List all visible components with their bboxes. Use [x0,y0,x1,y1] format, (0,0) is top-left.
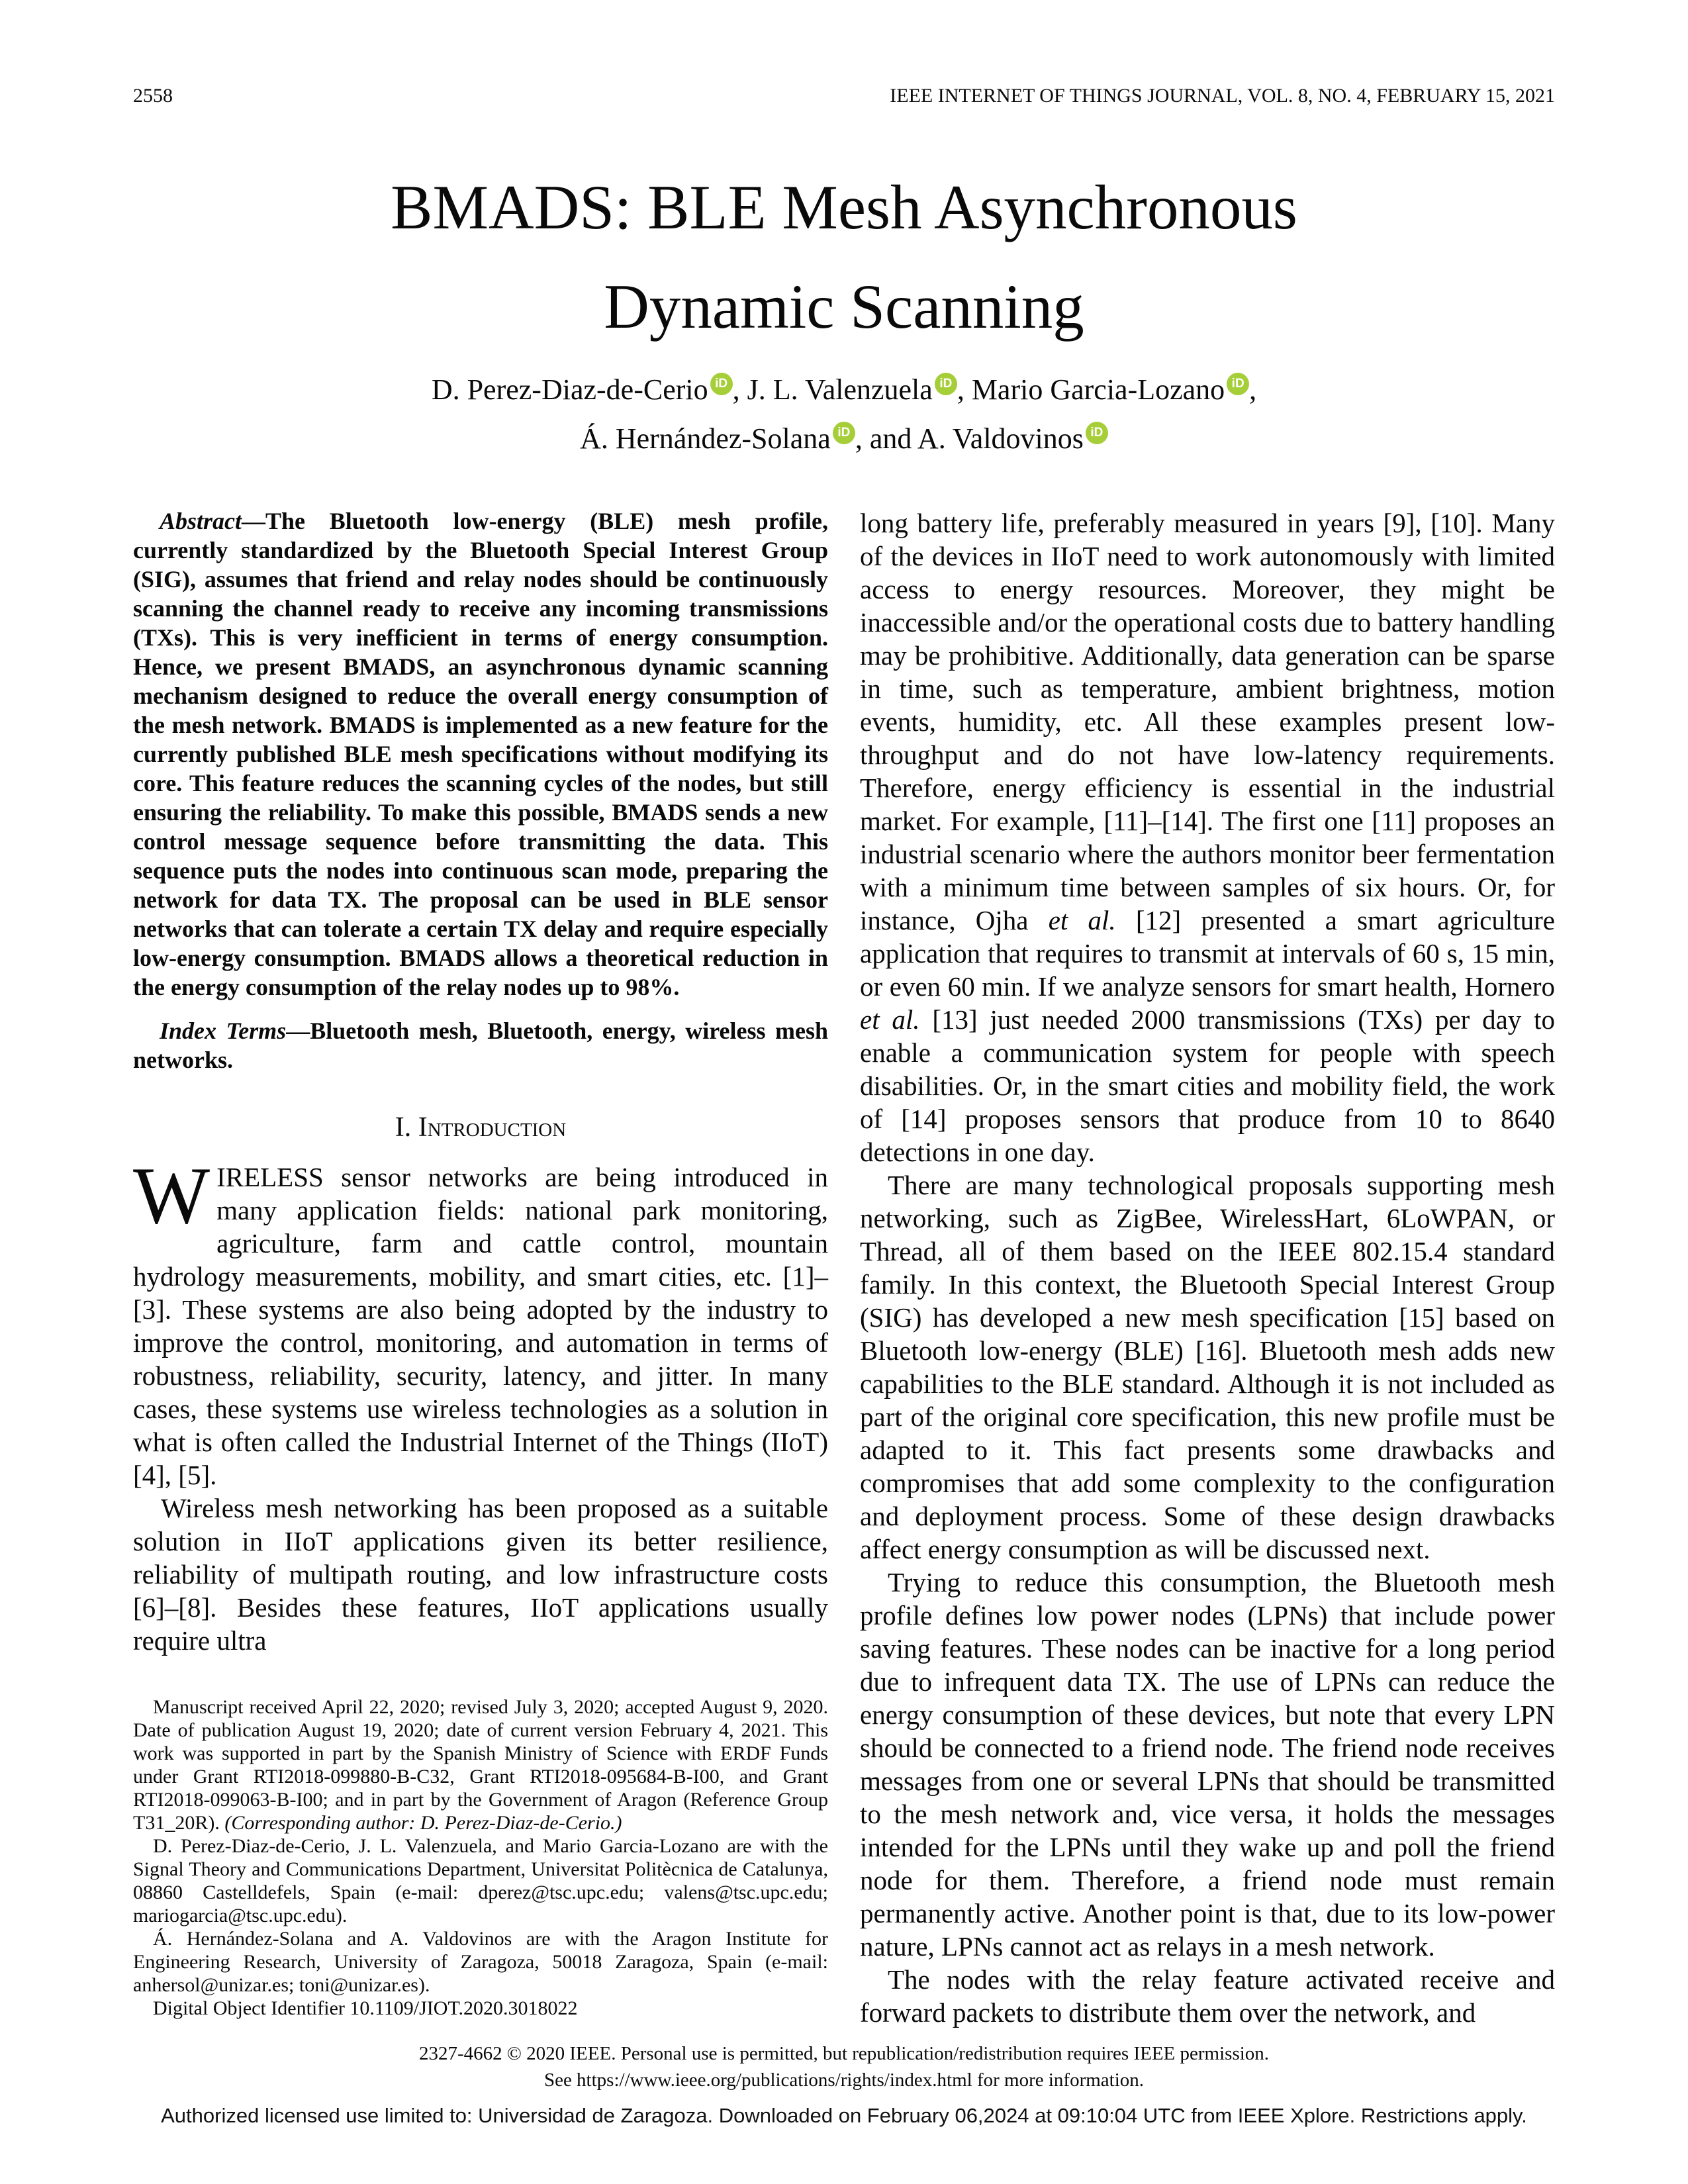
corresponding-author-note: (Corresponding author: D. Perez-Diaz-de-Cerio.) [224,1812,622,1834]
paper-title [0,158,1688,356]
copyright-footer [0,2040,1688,2093]
journal-header: IEEE INTERNET OF THINGS JOURNAL, VOL. 8, NO. 4, FEBRUARY 15, 2021 [890,85,1555,107]
intro-paragraph-1 [133,1150,828,1492]
author-separator: , [957,373,972,406]
index-terms-text: —Bluetooth mesh, Bluetooth, energy, wireless mesh networks. [133,1018,828,1073]
orcid-icon: iD [833,422,855,444]
author-name: J. L. Valenzuela [747,373,933,406]
running-header [133,85,1555,107]
drop-cap: W [133,1150,211,1241]
section-title: Introduction [418,1112,567,1143]
right-column [860,506,1555,2029]
body-paragraph-relay: The nodes with the relay feature activated receive and forward packets to distribute them over the network, and [860,1964,1555,2028]
orcid-icon: iD [1086,422,1108,444]
abstract-text: —The Bluetooth low-energy (BLE) mesh profile, currently standardized by the Bluetooth Special Interest Group (SIG), assumes that friend and relay nodes should be continuously scanning the channel ready to receive any incoming transmissions (TXs). This is very inefficient in terms of energy consumption. Hence, we present BMADS, an asynchronous dynamic scanning mechanism designed to reduce the overall energy consumption of the mesh network. BMADS is implemented as a new feature for the currently published BLE mesh specifications without modifying its core. This feature reduces the scanning cycles of the nodes, but still ensuring the reliability. To make this possible, BMADS sends a new control message sequence before transmitting the data. This sequence puts the nodes into continuous scan mode, preparing the network for data TX. The proposal can be used in BLE sensor networks that can tolerate a certain TX delay and require especially low-energy consumption. BMADS allows a theoretical reduction in the energy consumption of the relay nodes up to 98%. [133,508,828,1000]
section-heading-introduction [133,1112,828,1143]
orcid-icon: iD [935,373,957,395]
author-separator: , and [855,422,917,455]
intro-paragraph-1-lead: IRELESS [216,1162,324,1192]
left-column [133,506,828,2020]
footnote-doi: Digital Object Identifier 10.1109/JIOT.2020.3018022 [153,1997,578,2019]
body-paragraph-battery: long battery life, preferably measured in years [9], [10]. Many of the devices in IIoT need to work autonomously with limited access to energy resources. Moreover, they might be inaccessible and/or the operational costs due to battery handling may be prohibitive. Additionally, data generation can be sparse in time, such as temperature, ambient brightness, motion events, humidity, etc. All these examples present low-throughput and do not have low-latency requirements. Therefore, energy efficiency is essential in the industrial market. For example, [11]–[14]. The first one [11] proposes an industrial scenario where the authors monitor beer fermentation with a minimum time between samples of six hours. Or, for instance, Ojha et al. [12] presented a smart agriculture application that requires to transmit at intervals of 60 s, 15 min, or even 60 min. If we analyze sensors for smart health, Hornero et al. [13] just needed 2000 transmissions (TXs) per day to enable a communication system for people with speech disabilities. Or, in the smart cities and mobility field, the work of [14] proposes sensors that produce from 10 to 8640 detections in one day. [860,508,1556,1167]
abstract [133,506,828,1002]
body-paragraph-mesh-proposals: There are many technological proposals supporting mesh networking, such as ZigBee, WirelessHart, 6LoWPAN, or Thread, all of them based on the IEEE 802.15.4 standard family. In this context, the Bluetooth Special Interest Group (SIG) has developed a new mesh specification [15] based on Bluetooth low-energy (BLE) [16]. Bluetooth mesh adds new capabilities to the BLE standard. Although it is not included as part of the original core specification, this new profile must be adapted to it. This fact presents some drawbacks and compromises that add some complexity to the configuration and deployment process. Some of these design drawbacks affect energy consumption as will be discussed next. [860,1170,1555,1564]
author-line-1 [0,365,1688,414]
copyright-line: 2327-4662 © 2020 IEEE. Personal use is permitted, but republication/redistribution requires IEEE permission. [418,2043,1270,2064]
xplore-stamp: Authorized licensed use limited to: Universidad de Zaragoza. Downloaded on February 06,2024 at 09:10:04 UTC from IEEE Xplore. Restrictions apply. [161,2104,1527,2127]
section-number: I. [395,1112,412,1143]
author-name: D. Perez-Diaz-de-Cerio [431,373,708,406]
rights-line: See https://www.ieee.org/publications/rights/index.html for more information. [543,2069,1145,2091]
et-al-italic: et al. [860,1004,920,1035]
author-separator: , [1249,373,1257,406]
author-line-2 [0,414,1688,463]
author-name: Á. Hernández-Solana [580,422,831,455]
body-paragraph-lpn: Trying to reduce this consumption, the Bluetooth mesh profile defines low power nodes (LPNs) that include power saving features. These nodes can be inactive for a long period due to infrequent data TX. The use of LPNs can reduce the energy consumption of these devices, but note that every LPN should be connected to a friend node. The friend node receives messages from one or several LPNs that should be transmitted to the mesh network and, vice versa, it holds the messages intended for the LPNs until they wake up and poll the friend node for them. Therefore, a friend node must remain permanently active. Another point is that, due to its low-power nature, LPNs cannot act as relays in a mesh network. [860,1567,1555,1962]
paper-title-line2: Dynamic Scanning [604,271,1084,342]
footnote-manuscript: Manuscript received April 22, 2020; revised July 3, 2020; accepted August 9, 2020. Date of publication August 19, 2020; date of current version February 4, 2021. This work was supported in part by the Spanish Ministry of Science with ERDF Funds under Grant RTI2018-099880-B-C32, Grant RTI2018-095684-B-I00, and Grant RTI2018-099063-B-I00; and in part by the Government of Aragon (Reference Group T31_20R). (Corresponding author: D. Perez-Diaz-de-Cerio.) [133,1696,828,1834]
intro-paragraph-2: Wireless mesh networking has been proposed as a suitable solution in IIoT applications given its better resilience, reliability of multipath routing, and low infrastructure costs [6]–[8]. Besides these features, IIoT applications usually require ultra [133,1493,828,1656]
abstract-label: Abstract [160,508,242,534]
author-separator: , [732,373,747,406]
orcid-icon: iD [710,373,733,395]
intro-paragraph-1-text: sensor networks are being introduced in many application fields: national park monitoring, agriculture, farm and cattle control, mountain hydrology measurements, mobility, and smart cities, etc. [1]–[3]. These systems are also being adopted by the industry to improve the control, monitoring, and automation in terms of robustness, reliability, security, latency, and jitter. In many cases, these systems use wireless technologies as a solution in what is often called the Industrial Internet of the Things (IIoT) [4], [5]. [133,1162,828,1490]
author-name: A. Valdovinos [917,422,1084,455]
et-al-italic: et al. [1048,905,1116,935]
author-list [0,365,1688,463]
index-terms-label: Index Terms [160,1018,287,1044]
orcid-icon: iD [1227,373,1249,395]
index-terms [133,1016,828,1074]
footnote-affiliation-upc: D. Perez-Diaz-de-Cerio, J. L. Valenzuela, and Mario Garcia-Lozano are with the Signal Theory and Communications Department, Universitat Politècnica de Catalunya, 08860 Castelldefels, Spain (e-mail: dperez@tsc.upc.edu; valens@tsc.upc.edu; mariogarcia@tsc.upc.edu). [133,1835,828,1926]
page-number: 2558 [133,85,173,107]
footnote-block [133,1695,828,2020]
footnote-affiliation-unizar: Á. Hernández-Solana and A. Valdovinos are with the Aragon Institute for Engineering Research, University of Zaragoza, 50018 Zaragoza, Spain (e-mail: anhersol@unizar.es; toni@unizar.es). [133,1928,828,1996]
author-name: Mario Garcia-Lozano [971,373,1225,406]
paper-title-line1: BMADS: BLE Mesh Asynchronous [391,172,1297,242]
